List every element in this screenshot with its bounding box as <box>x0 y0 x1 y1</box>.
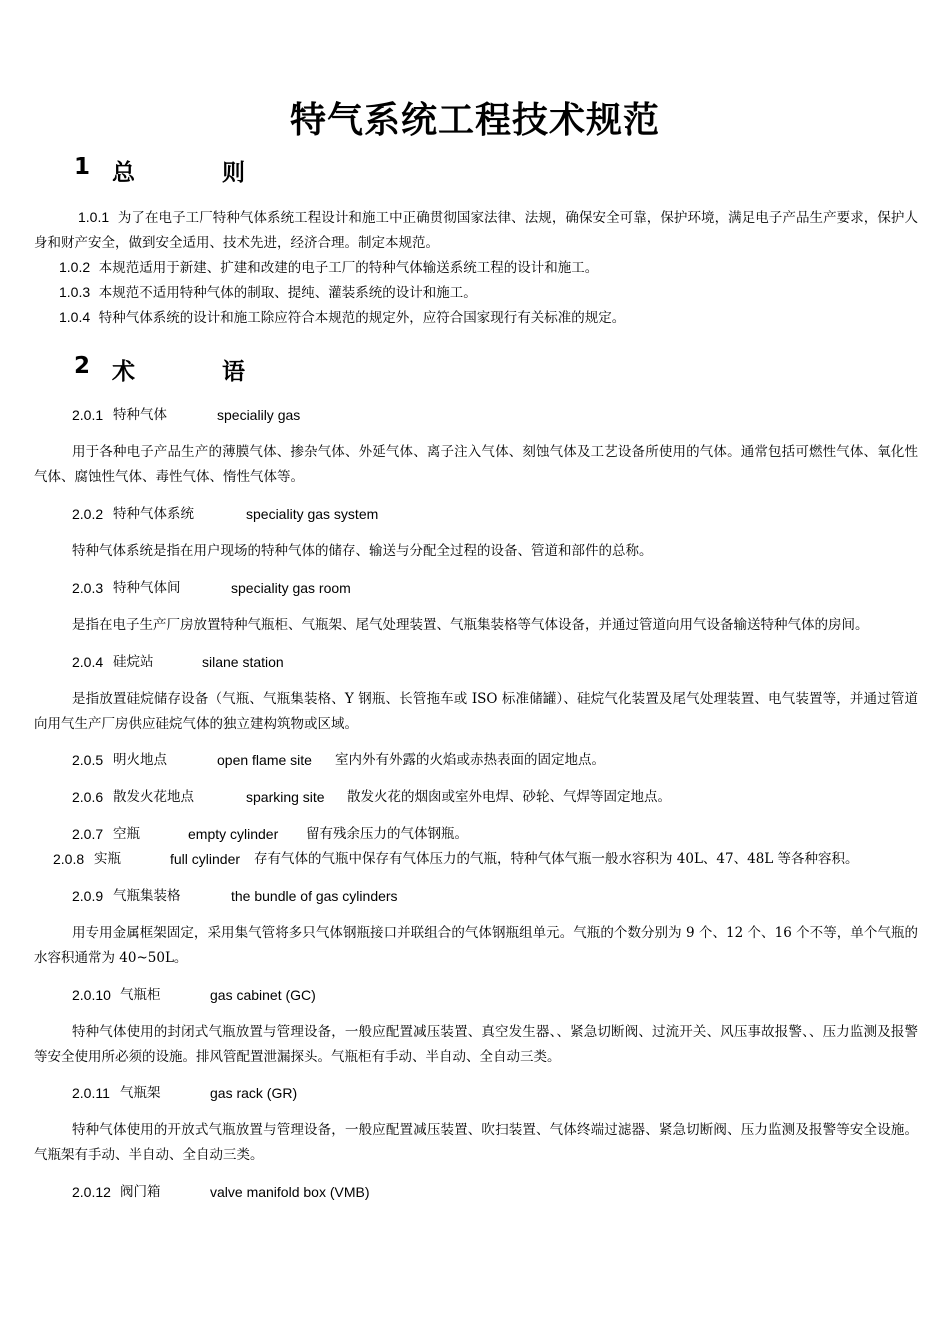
term-2-0-1 <box>72 405 472 425</box>
term-2-0-11 <box>72 1083 472 1103</box>
term-definition: 存有气体的气瓶中保存有气体压力的气瓶，特种气体气瓶一般水容积为 40L、47、48L 等各种容积。 <box>254 851 859 867</box>
term-definition: 留有残余压力的气体钢瓶。 <box>306 826 468 842</box>
term-2-0-6 <box>72 787 672 807</box>
clause-number: 1.0.3 <box>59 284 91 300</box>
clause-number: 1.0.1 <box>78 209 110 225</box>
term-chinese: 特种气体间 <box>113 580 181 596</box>
clause-text: 为了在电子工厂特种气体系统工程设计和施工中正确贯彻国家法律、法规，确保安全可靠，保护环境，满足电子产品生产要求，保护人身和财产安全，做到安全适用、技术先进，经济合理。制定本规范。 <box>34 210 918 251</box>
clause-number: 1.0.2 <box>59 259 91 275</box>
term-2-0-7 <box>72 824 672 844</box>
term-english: speciality gas system <box>246 506 379 522</box>
term-2-0-2 <box>72 504 472 524</box>
term-2-0-3-definition: 是指在电子生产厂房放置特种气瓶柜、气瓶架、尾气处理装置、气瓶集装格等气体设备，并通过管道向用气设备输送特种气体的房间。 <box>72 617 869 633</box>
clause-number: 1.0.4 <box>59 309 91 325</box>
term-chinese: 气瓶架 <box>120 1085 161 1101</box>
term-english: silane station <box>202 654 284 670</box>
clause-text: 本规范适用于新建、扩建和改建的电子工厂的特种气体输送系统工程的设计和施工。 <box>98 260 599 276</box>
term-definition: 室内外有外露的火焰或赤热表面的固定地点。 <box>335 752 605 768</box>
term-number: 2.0.8 <box>53 851 85 867</box>
term-2-0-9-definition: 用专用金属框架固定，采用集气管将多只气体钢瓶接口并联组合的气体钢瓶组单元。气瓶的个数分别为 9 个、12 个、16 个不等，单个气瓶的水容积通常为 40~50L。 <box>34 925 918 966</box>
term-chinese: 实瓶 <box>94 851 121 867</box>
clause-1-0-3 <box>59 280 477 306</box>
term-number: 2.0.6 <box>72 789 104 805</box>
section-title-char-1: 术 <box>112 359 135 385</box>
term-chinese: 特种气体系统 <box>113 506 194 522</box>
term-number: 2.0.10 <box>72 987 111 1003</box>
term-2-0-9 <box>72 886 572 906</box>
term-2-0-11-definition: 特种气体使用的开放式气瓶放置与管理设备，一般应配置减压装置、吹扫装置、气体终端过滤器、紧急切断阀、压力监测及报警等安全设施。气瓶架有手动、半自动、全自动三类。 <box>34 1122 918 1163</box>
term-2-0-4-definition: 是指放置硅烷储存设备（气瓶、气瓶集装格、Y 钢瓶、长管拖车或 ISO 标准储罐）、硅烷气化装置及尾气处理装置、电气装置等，并通过管道向用气生产厂房供应硅烷气体的独立建构筑物或区域。 <box>34 691 918 732</box>
term-2-0-3 <box>72 578 472 598</box>
term-english: gas rack (GR) <box>210 1085 298 1101</box>
clause-1-0-2 <box>59 255 598 281</box>
term-chinese: 阀门箱 <box>120 1184 161 1200</box>
term-number: 2.0.2 <box>72 506 104 522</box>
term-2-0-1-definition: 用于各种电子产品生产的薄膜气体、掺杂气体、外延气体、离子注入气体、刻蚀气体及工艺设备所使用的气体。通常包括可燃性气体、氧化性气体、腐蚀性气体、毒性气体、惰性气体等。 <box>34 444 918 485</box>
term-2-0-2-definition: 特种气体系统是指在用户现场的特种气体的储存、输送与分配全过程的设备、管道和部件的总称。 <box>72 543 653 559</box>
section-heading-terms <box>74 353 274 383</box>
section-title-char-2: 语 <box>222 359 245 385</box>
term-number: 2.0.5 <box>72 752 104 768</box>
document-title: 特气系统工程技术规范 <box>289 100 660 141</box>
term-english: specialily gas <box>217 407 301 423</box>
term-english: empty cylinder <box>188 826 279 842</box>
term-chinese: 气瓶柜 <box>120 987 161 1003</box>
term-english: the bundle of gas cylinders <box>231 888 398 904</box>
term-chinese: 散发火花地点 <box>113 789 194 805</box>
term-2-0-10-definition: 特种气体使用的封闭式气瓶放置与管理设备，一般应配置减压装置、真空发生器、、紧急切断阀、过流开关、风压事故报警、、压力监测及报警等安全使用所必须的设施。排风管配置泄漏探头。气瓶柜有手动、半自动、全自动三类。 <box>34 1024 918 1065</box>
term-2-0-5 <box>72 750 672 770</box>
term-chinese: 特种气体 <box>113 407 167 423</box>
term-english: open flame site <box>217 752 312 768</box>
term-chinese: 空瓶 <box>113 826 140 842</box>
clause-1-0-4 <box>59 305 625 331</box>
term-2-0-12 <box>72 1182 472 1202</box>
term-number: 2.0.9 <box>72 888 104 904</box>
term-2-0-4 <box>72 652 472 672</box>
section-number: 1 <box>74 154 91 180</box>
term-number: 2.0.7 <box>72 826 104 842</box>
term-number: 2.0.12 <box>72 1184 111 1200</box>
term-english: full cylinder <box>170 851 241 867</box>
term-english: valve manifold box (VMB) <box>210 1184 370 1200</box>
term-chinese: 气瓶集装格 <box>113 888 181 904</box>
term-2-0-8 <box>53 849 913 869</box>
clause-1-0-1 <box>34 205 918 256</box>
section-title-char-1: 总 <box>112 160 135 186</box>
term-number: 2.0.4 <box>72 654 104 670</box>
term-definition: 散发火花的烟囱或室外电焊、砂轮、气焊等固定地点。 <box>347 789 671 805</box>
clause-text: 本规范不适用特种气体的制取、提纯、灌装系统的设计和施工。 <box>98 285 477 301</box>
clause-text: 特种气体系统的设计和施工除应符合本规范的规定外，应符合国家现行有关标准的规定。 <box>98 310 626 326</box>
section-number: 2 <box>74 353 91 379</box>
term-english: speciality gas room <box>231 580 351 596</box>
term-number: 2.0.1 <box>72 407 104 423</box>
term-number: 2.0.3 <box>72 580 104 596</box>
term-english: sparking site <box>246 789 325 805</box>
section-title-char-2: 则 <box>222 160 245 186</box>
term-chinese: 硅烷站 <box>113 654 154 670</box>
term-chinese: 明火地点 <box>113 752 167 768</box>
term-2-0-10 <box>72 985 472 1005</box>
section-heading-general <box>74 154 274 184</box>
term-number: 2.0.11 <box>72 1085 110 1101</box>
term-english: gas cabinet (GC) <box>210 987 316 1003</box>
